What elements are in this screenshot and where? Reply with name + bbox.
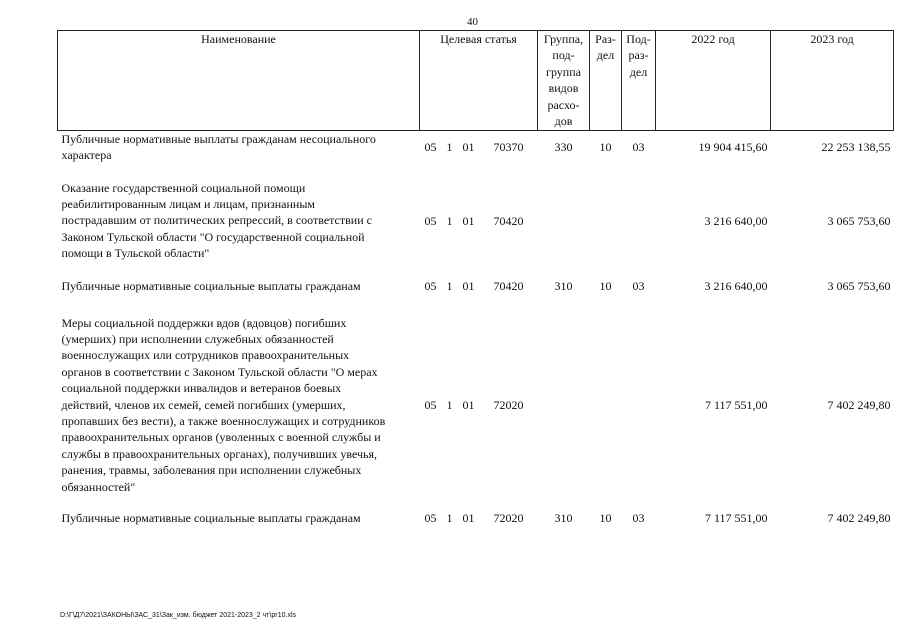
section: 10 <box>599 278 612 293</box>
row-name-line: военнослужащих или сотрудников правоохранительных <box>61 348 350 363</box>
section: 10 <box>599 140 612 154</box>
row-name-line: действий, членов их семей, семей погибших (умерших, <box>61 397 346 412</box>
row-name-line: помощи в Тульской области" <box>61 246 210 261</box>
ts-direction: 70370 <box>493 140 524 154</box>
ts-direction: 70420 <box>493 278 524 293</box>
row-name-line: обязанностей" <box>61 479 136 494</box>
row-name <box>58 131 420 180</box>
ts-direction: 70420 <box>493 213 524 228</box>
ts-program: 05 <box>424 140 437 154</box>
row-name-line: пропавших без вести), а также военнослужащих и сотрудников <box>61 413 386 428</box>
row-name-line: Публичные нормативные выплаты гражданам несоциального <box>61 132 376 146</box>
ts-event: 01 <box>462 510 475 525</box>
section: 10 <box>599 510 612 525</box>
ts-program: 05 <box>424 278 437 293</box>
header-section <box>590 31 622 131</box>
section <box>590 315 622 510</box>
ts-subprogram: 1 <box>446 140 453 154</box>
row-name <box>58 510 420 532</box>
value-2022: 3 216 640,00 <box>704 213 768 228</box>
header-group-line: под- <box>552 48 575 63</box>
header-group-line: дов <box>554 114 573 129</box>
value-2022: 7 117 551,00 <box>704 397 768 412</box>
ts-event: 01 <box>462 397 475 412</box>
table-header-row <box>58 31 894 131</box>
header-group-line: группа <box>546 64 581 79</box>
row-name-line: органов в соответствии с Законом Тульской области "О мерах <box>61 364 378 379</box>
row-name-line: (умерших) при исполнении служебных обязанностей <box>61 331 334 346</box>
budget-table <box>57 30 894 532</box>
row-name-line: пострадавшим от политических репрессий, в соответствии с <box>61 213 372 228</box>
table-row <box>58 180 894 278</box>
row-name-line: реабилитированным лицам и лицам, признанным <box>61 196 315 211</box>
ts-direction: 72020 <box>493 510 524 525</box>
page-number: 40 <box>467 16 478 28</box>
header-target-article: Целевая статья <box>420 31 538 131</box>
file-path-footer: D:\Г\Д7\2021\ЗАКОНЫ\ЗАС_31\Зак_изм. бюджет 2021-2023_2 чт\рг10.xls <box>60 612 297 619</box>
expense-group: 310 <box>554 510 573 525</box>
ts-subprogram: 1 <box>446 213 453 228</box>
ts-subprogram: 1 <box>446 510 453 525</box>
row-name <box>58 315 420 510</box>
ts-subprogram: 1 <box>446 397 453 412</box>
header-group-line: Группа, <box>543 32 584 46</box>
header-group-line: видов <box>548 81 579 96</box>
table-row <box>58 315 894 510</box>
value-2023: 22 253 138,55 <box>821 140 891 154</box>
ts-program: 05 <box>424 397 437 412</box>
row-name-line: Публичные нормативные социальные выплаты гражданам <box>61 510 361 525</box>
row-name-line: ранения, травмы, заболевания при исполнении служебных <box>61 463 362 478</box>
expense-group <box>538 315 590 510</box>
ts-program: 05 <box>424 213 437 228</box>
row-name-line: Публичные нормативные социальные выплаты гражданам <box>61 278 361 293</box>
header-name: Наименование <box>58 31 420 131</box>
ts-event: 01 <box>462 140 475 154</box>
row-name-line: Меры социальной поддержки вдов (вдовцов) погибших <box>61 315 347 330</box>
header-expense-group <box>538 31 590 131</box>
header-subsection-line: дел <box>629 64 648 79</box>
subsection: 03 <box>632 278 645 293</box>
value-2023: 3 065 753,60 <box>827 213 891 228</box>
row-name <box>58 180 420 278</box>
row-name-line: службы в правоохранительных органах), получивших увечья, <box>61 446 378 461</box>
ts-subprogram: 1 <box>446 278 453 293</box>
value-2023: 7 402 249,80 <box>827 397 891 412</box>
subsection: 03 <box>632 510 645 525</box>
header-section-line: дел <box>596 48 615 63</box>
ts-direction: 72020 <box>493 397 524 412</box>
ts-event: 01 <box>462 278 475 293</box>
value-2022: 7 117 551,00 <box>704 510 768 525</box>
subsection <box>622 315 656 510</box>
header-year-2023: 2023 год <box>771 31 894 131</box>
header-subsection-line: Под- <box>626 32 651 46</box>
row-name <box>58 278 420 315</box>
ts-event: 01 <box>462 213 475 228</box>
row-name-line: Законом Тульской области "О государственной социальной <box>61 229 365 244</box>
header-group-line: расхо- <box>547 97 580 112</box>
expense-group <box>538 180 590 278</box>
value-2022: 3 216 640,00 <box>704 278 768 293</box>
value-2023: 3 065 753,60 <box>827 278 891 293</box>
row-name-line: социальной поддержки инвалидов и ветеранов боевых <box>61 381 342 396</box>
ts-program: 05 <box>424 510 437 525</box>
row-name-line: характера <box>61 148 112 163</box>
table-row <box>58 131 894 180</box>
value-2023: 7 402 249,80 <box>827 510 891 525</box>
header-year-2022: 2022 год <box>656 31 771 131</box>
subsection <box>622 180 656 278</box>
header-subsection-line: раз- <box>628 48 649 63</box>
expense-group: 310 <box>554 278 573 293</box>
value-2022: 19 904 415,60 <box>698 140 768 154</box>
section <box>590 180 622 278</box>
row-name-line: правоохранительных органов (уволенных с военной службы и <box>61 430 381 445</box>
header-section-line: Раз- <box>595 32 616 46</box>
table-row <box>58 510 894 532</box>
row-name-line: Оказание государственной социальной помощи <box>61 180 306 195</box>
expense-group: 330 <box>554 140 573 154</box>
table-row <box>58 278 894 315</box>
subsection: 03 <box>632 140 645 154</box>
header-subsection <box>622 31 656 131</box>
